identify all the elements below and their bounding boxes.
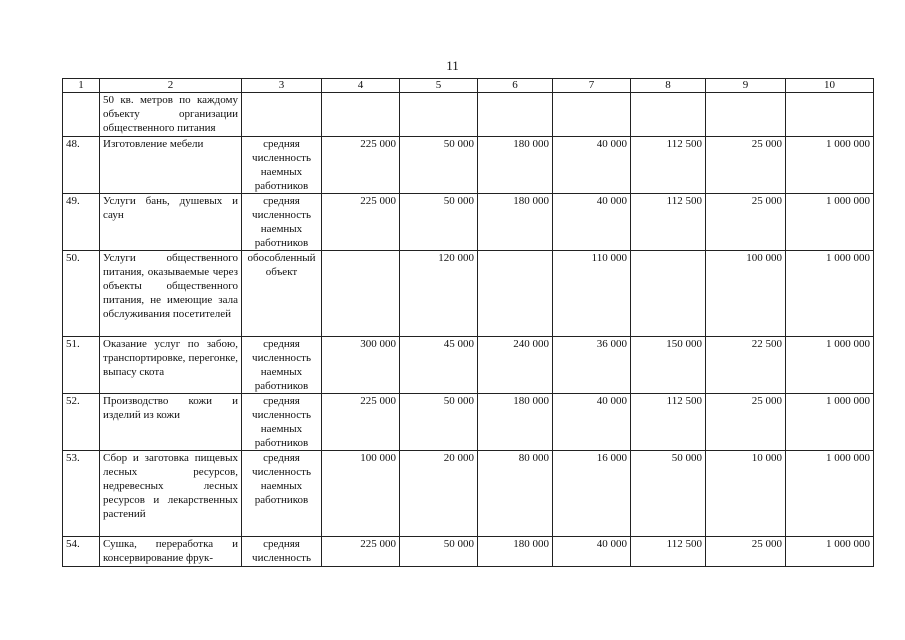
column-header: 10 xyxy=(786,79,874,93)
column-header: 1 xyxy=(63,79,100,93)
table-row xyxy=(63,93,874,137)
value-cell xyxy=(322,251,400,337)
activity-name: Услуги бань, душевых и саун xyxy=(100,194,242,251)
value-cell: 1 000 000 xyxy=(786,251,874,337)
value-cell: 40 000 xyxy=(553,194,631,251)
value-cell: 100 000 xyxy=(706,251,786,337)
measure-unit: средняя численность наемных работников xyxy=(242,451,322,537)
row-number: 49. xyxy=(63,194,100,251)
column-header: 8 xyxy=(631,79,706,93)
value-cell: 40 000 xyxy=(553,537,631,567)
activity-name: Изготовление мебели xyxy=(100,137,242,194)
value-cell: 16 000 xyxy=(553,451,631,537)
value-cell: 180 000 xyxy=(478,194,553,251)
activity-name: Сушка, переработка и консервирование фрук- xyxy=(100,537,242,567)
row-number: 53. xyxy=(63,451,100,537)
activity-name: Сбор и заготовка пищевых лесных ресурсов, недревесных лесных ресурсов и лекарственных растений xyxy=(100,451,242,537)
column-header: 5 xyxy=(400,79,478,93)
value-cell: 50 000 xyxy=(631,451,706,537)
row-number: 54. xyxy=(63,537,100,567)
value-cell: 1 000 000 xyxy=(786,194,874,251)
value-cell xyxy=(631,93,706,137)
value-cell: 1 000 000 xyxy=(786,394,874,451)
table-row xyxy=(63,394,874,451)
value-cell: 100 000 xyxy=(322,451,400,537)
value-cell xyxy=(400,93,478,137)
value-cell: 300 000 xyxy=(322,337,400,394)
value-cell: 1 000 000 xyxy=(786,337,874,394)
tax-rate-table xyxy=(62,78,874,567)
page-number: 11 xyxy=(446,58,459,73)
value-cell: 180 000 xyxy=(478,537,553,567)
value-cell: 120 000 xyxy=(400,251,478,337)
measure-unit: средняя численность наемных работников xyxy=(242,194,322,251)
row-number xyxy=(63,93,100,137)
row-number: 51. xyxy=(63,337,100,394)
value-cell xyxy=(786,93,874,137)
value-cell xyxy=(478,251,553,337)
measure-unit: средняя численность наемных работников xyxy=(242,394,322,451)
activity-name: 50 кв. метров по каждому объекту организации общественного питания xyxy=(100,93,242,137)
measure-unit: обособленный объект xyxy=(242,251,322,337)
activity-name: Оказание услуг по забою, транспортировке, перегонке, выпасу скота xyxy=(100,337,242,394)
value-cell xyxy=(631,251,706,337)
value-cell: 240 000 xyxy=(478,337,553,394)
value-cell xyxy=(553,93,631,137)
value-cell: 112 500 xyxy=(631,194,706,251)
value-cell: 50 000 xyxy=(400,137,478,194)
value-cell xyxy=(706,93,786,137)
measure-unit xyxy=(242,93,322,137)
column-header: 4 xyxy=(322,79,400,93)
value-cell: 45 000 xyxy=(400,337,478,394)
value-cell: 1 000 000 xyxy=(786,137,874,194)
value-cell: 50 000 xyxy=(400,194,478,251)
value-cell: 1 000 000 xyxy=(786,451,874,537)
activity-name: Производство кожи и изделий из кожи xyxy=(100,394,242,451)
row-number: 48. xyxy=(63,137,100,194)
column-header: 2 xyxy=(100,79,242,93)
value-cell: 80 000 xyxy=(478,451,553,537)
value-cell xyxy=(322,93,400,137)
value-cell: 225 000 xyxy=(322,537,400,567)
value-cell: 225 000 xyxy=(322,394,400,451)
value-cell: 180 000 xyxy=(478,137,553,194)
measure-unit: средняя численность наемных работников xyxy=(242,137,322,194)
value-cell: 225 000 xyxy=(322,137,400,194)
table-row xyxy=(63,451,874,537)
column-header: 7 xyxy=(553,79,631,93)
value-cell: 112 500 xyxy=(631,137,706,194)
value-cell: 40 000 xyxy=(553,137,631,194)
table-row xyxy=(63,251,874,337)
value-cell xyxy=(478,93,553,137)
value-cell: 10 000 xyxy=(706,451,786,537)
value-cell: 25 000 xyxy=(706,394,786,451)
value-cell: 40 000 xyxy=(553,394,631,451)
table-row xyxy=(63,194,874,251)
table-row xyxy=(63,137,874,194)
value-cell: 50 000 xyxy=(400,394,478,451)
value-cell: 25 000 xyxy=(706,537,786,567)
row-number: 52. xyxy=(63,394,100,451)
activity-name: Услуги общественного питания, оказываемые через объекты общественного питания, не имеющие зала обслуживания посетителей xyxy=(100,251,242,337)
value-cell: 180 000 xyxy=(478,394,553,451)
value-cell: 22 500 xyxy=(706,337,786,394)
value-cell: 225 000 xyxy=(322,194,400,251)
value-cell: 20 000 xyxy=(400,451,478,537)
value-cell: 112 500 xyxy=(631,394,706,451)
column-header: 6 xyxy=(478,79,553,93)
value-cell: 112 500 xyxy=(631,537,706,567)
value-cell: 1 000 000 xyxy=(786,537,874,567)
value-cell: 25 000 xyxy=(706,194,786,251)
column-header: 9 xyxy=(706,79,786,93)
column-header: 3 xyxy=(242,79,322,93)
value-cell: 110 000 xyxy=(553,251,631,337)
value-cell: 36 000 xyxy=(553,337,631,394)
table-row xyxy=(63,337,874,394)
value-cell: 50 000 xyxy=(400,537,478,567)
value-cell: 150 000 xyxy=(631,337,706,394)
column-number-row xyxy=(63,79,874,93)
table-row xyxy=(63,537,874,567)
row-number: 50. xyxy=(63,251,100,337)
measure-unit: средняя численность наемных работников xyxy=(242,337,322,394)
measure-unit: средняя численность xyxy=(242,537,322,567)
value-cell: 25 000 xyxy=(706,137,786,194)
